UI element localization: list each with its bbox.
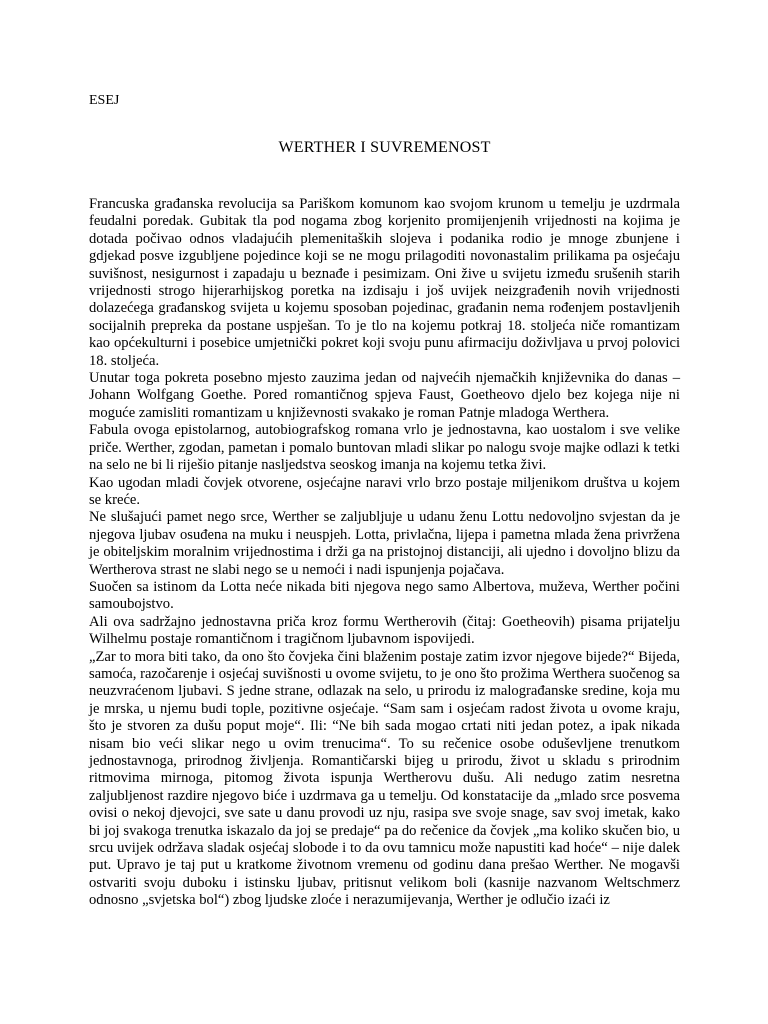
- paragraph-6: Suočen sa istinom da Lotta neće nikada biti njegova nego samo Albertova, muževa, Werther počini samoubojstvo.: [89, 578, 680, 613]
- paragraph-7: Ali ova sadržajno jednostavna priča kroz formu Wertherovih (čitaj: Goetheovih) pisama prijatelju Wilhelmu postaje romantičnom i tragičnom ljubavnom ispovijedi.: [89, 613, 680, 648]
- paragraph-4: Kao ugodan mladi čovjek otvorene, osjećajne naravi vrlo brzo postaje miljenikom društva u kojem se kreće.: [89, 474, 680, 508]
- document-title: WERTHER I SUVREMENOST: [278, 139, 491, 156]
- paragraph-3: Fabula ovoga epistolarnog, autobiografskog romana vrlo je jednostavna, kao uostalom i sve velike priče. Werther, zgodan, pametan i pomalo buntovan mladi slikar po nalogu svoje majke odlazi k tetki na selo ne bi li riješio pitanje nasljedstva seoskog imanja na kojemu tetka živi.: [89, 422, 680, 474]
- document-label: ESEJ: [89, 93, 120, 108]
- paragraph-1: Francuska građanska revolucija sa Pariškom komunom kao svojom krunom u temelju je uzdrmala feudalni poredak. Gubitak tla pod nogama zbog korjenito promijenjenih vrijednosti na kojima je dotada počivao odnos vladajućih plemenitaških slojeva i podanika rodio je mnoge zbunjene i gdjekad posve izgubljene pojedince koji se ne mogu prilagoditi novonastalim prilikama pa osjećaju suvišnost, nesigurnost i zapadaju u beznađe i pesimizam. Oni žive u svijetu između srušenih starih vrijednosti strogo hijerarhijskog poretka na izdisaju i još uvijek neizgrađenih novih vrijednosti dolazećega građanskog svijeta u kojemu sposoban pojedinac, građanin nema rođenjem postavljenih socijalnih prepreka da postane uspješan. To je tlo na kojemu potkraj 18. stoljeća niče romantizam kao općekulturni i posebice umjetnički pokret koji svoju punu afirmaciju doživljava u prvoj polovici 18. stoljeća.: [89, 196, 680, 369]
- paragraph-2: Unutar toga pokreta posebno mjesto zauzima jedan od najvećih njemačkih književnika do danas – Johann Wolfgang Goethe. Pored romantičnog spjeva Faust, Goetheovo djelo bez kojega nije ni moguće zamisliti romantizam u književnosti svakako je roman Patnje mladoga Werthera.: [89, 370, 680, 421]
- paragraph-8: „Zar to mora biti tako, da ono što čovjeka čini blaženim postaje zatim izvor njegove bijede?“ Bijeda, samoća, razočarenje i osjećaj suvišnosti u ovome svijetu, to je ono što prožima Werthera suočenog sa neuzvraćenom ljubavi. S jedne strane, odlazak na selo, u prirodu iz malograđanske sredine, koja mu je mrska, u njemu budi tople, pozitivne osjećaje. “Sam sam i osjećam radost života u ovome kraju, što je stvoren za dušu poput moje“. Ili: “Ne bih sada mogao crtati niti jedan potez, a ipak nikada nisam bio veći slikar nego u ovim trenucima“. To su rečenice osobe oduševljene trenutkom jednostavnoga, prirodnog življenja. Romantičarski bijeg u prirodu, život u skladu s prirodnim ritmovima mirnoga, pitomog života ispunja Wertherovu dušu. Ali nedugo zatim nesretna zaljubljenost razdire njegovo biće i uzdrmava ga u temelju. Od konstatacije da „mlado srce posvema ovisi o nekoj djevojci, sve sate u danu provodi uz nju, rasipa sve svoje snage, sav svoj imetak, kako bi joj svakoga trenutka iskazalo da joj se predaje“ pa do rečenice da čovjek „ma koliko skučen bio, u srcu uvijek održava sladak osjećaj slobode i to da ovu tamnicu može napustiti kad hoće“ – nije dalek put. Upravo je taj put u kratkome životnom vremenu od godinu dana prešao Werther. Ne mogavši ostvariti svoju duboku i istinsku ljubav, pritisnut velikom boli (kasnije nazvanom Weltschmerz odnosno „svjetska bol“) zbog ljudske zloće i nerazumijevanja, Werther je odlučio izaći iz: [89, 648, 680, 909]
- document-body: [89, 196, 680, 910]
- paragraph-5: Ne slušajući pamet nego srce, Werther se zaljubljuje u udanu ženu Lottu nedovoljno svjestan da je njegova ljubav osuđena na muku i neuspjeh. Lotta, privlačna, lijepa i pametna mlada žena privržena je obiteljskim moralnim vrijednostima i drži ga na pristojnoj distanciji, ali ujedno i dovoljno blizu da Wertherova strast ne slabi nego se u nemoći i nadi ispunjenja pojačava.: [89, 509, 680, 578]
